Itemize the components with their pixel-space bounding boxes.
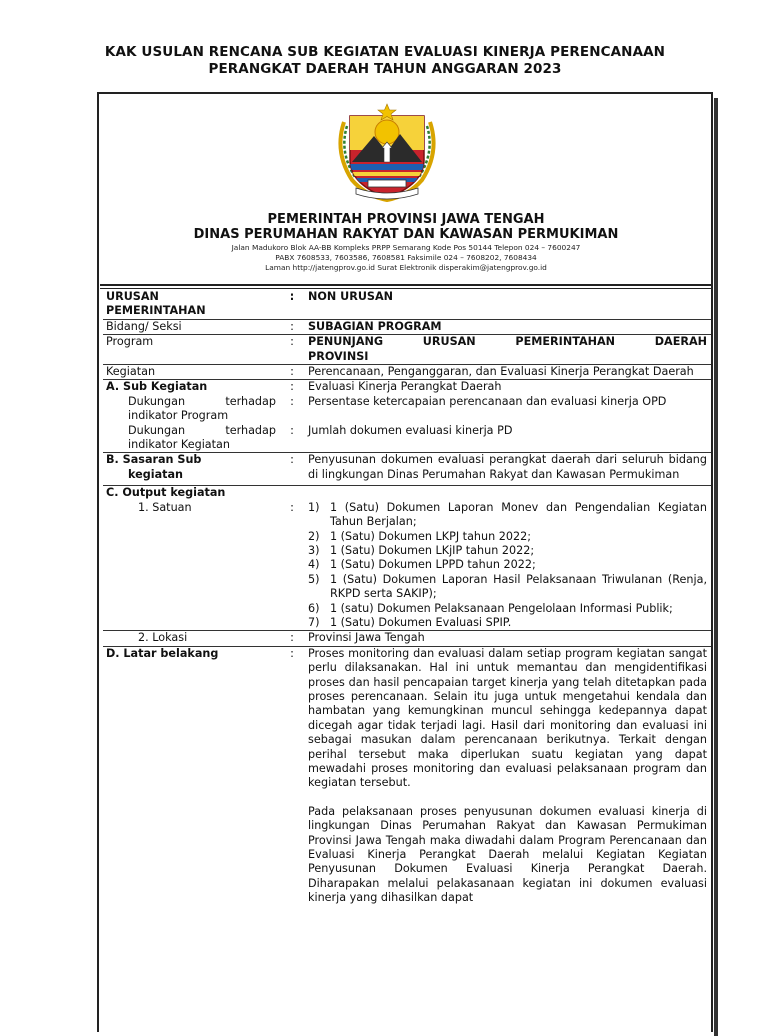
row-program	[103, 335, 711, 365]
dukungan-kegiatan-label-b: terhadap	[225, 423, 276, 437]
letterhead-divider	[100, 284, 712, 289]
program-label: Program	[103, 335, 280, 365]
output-item-number: 6)	[308, 601, 320, 615]
colon: :	[280, 335, 305, 365]
address-line-1: Jalan Madukoro Blok AA-BB Kompleks PRPP Semarang Kode Pos 50144 Telepon 024 – 7600247	[231, 243, 581, 252]
row-urusan	[103, 290, 711, 319]
colon: :	[290, 394, 294, 408]
dukungan-kegiatan-label-c: indikator Kegiatan	[128, 438, 230, 452]
output-item	[308, 544, 707, 558]
row-dukungan-kegiatan	[103, 424, 711, 453]
dukungan-program-label-b: terhadap	[225, 394, 276, 408]
lokasi-value: Provinsi Jawa Tengah	[305, 631, 711, 646]
output-item-text: 1 (Satu) Dokumen Evaluasi SPIP.	[330, 615, 512, 629]
dukungan-program-value: Persentase ketercapaian perencanaan dan evaluasi kinerja OPD	[308, 394, 667, 408]
kegiatan-label: Kegiatan	[103, 365, 280, 380]
bidang-label: Bidang/ Seksi	[103, 319, 280, 334]
output-item-text: 1 (Satu) Dokumen Laporan Monev dan Pengendalian Kegiatan Tahun Berjalan;	[330, 500, 707, 529]
colon: :	[290, 423, 294, 437]
urusan-label: URUSAN	[106, 290, 159, 303]
document-title	[60, 44, 710, 78]
colon: :	[280, 453, 305, 486]
output-item	[308, 501, 707, 530]
colon: :	[290, 500, 294, 514]
colon: :	[280, 380, 305, 395]
row-output	[103, 486, 711, 501]
colon: :	[280, 646, 305, 919]
title-line-1: KAK USULAN RENCANA SUB KEGIATAN EVALUASI KINERJA PERENCANAAN	[104, 44, 666, 60]
output-item-text: 1 (Satu) Dokumen Laporan Hasil Pelaksanaan Triwulanan (Renja, RKPD serta SAKIP);	[330, 572, 707, 601]
government-name: PEMERINTAH PROVINSI JAWA TENGAH	[267, 212, 545, 227]
output-item-number: 1)	[308, 500, 320, 514]
output-item	[308, 558, 707, 572]
latar-belakang-paragraph-1: Proses monitoring dan evaluasi dalam setiap program kegiatan sangat perlu dilaksanakan. Hal ini untuk memantau dan mengidentifikasi proses dan hasil pencapaian target kinerja yang telah ditetapkan pada proses perencanaan. Selain itu juga untuk mengetahui kendala dan hambatan yang kemungkinan muncul sehingga kedepannya dapat dicegah agar tidak terjadi lagi. Hasil dari monitoring dan evaluasi ini sebagai masukan dalam perencanaan berikutnya. Terkait dengan perihal tersebut maka diperlukan suatu kegiatan yang dapat mewadahi proses monitoring dan evaluasi pelaksanaan program dan kegiatan tersebut.	[308, 646, 707, 790]
program-value: PENUNJANG URUSAN PEMERINTAHAN DAERAH PROVINSI	[305, 335, 711, 365]
output-item-number: 5)	[308, 572, 320, 586]
sasaran-label: B. Sasaran Sub	[106, 453, 202, 467]
row-bidang	[103, 319, 711, 334]
colon: :	[289, 290, 295, 303]
output-item-text: 1 (Satu) Dokumen LKPJ tahun 2022;	[330, 529, 531, 543]
latar-belakang-label: D. Latar belakang	[103, 646, 280, 919]
output-label: C. Output kegiatan	[103, 486, 280, 501]
output-item	[308, 573, 707, 602]
dukungan-program-label-c: indikator Program	[128, 409, 229, 423]
dukungan-kegiatan-label-a: Dukungan	[128, 423, 186, 437]
letterhead	[100, 212, 712, 273]
latar-belakang-paragraph-2: Pada pelaksanaan proses penyusunan dokumen evaluasi kinerja di lingkungan Dinas Perumahan Rakyat dan Kawasan Permukiman Provinsi Jawa Tengah maka diwadahi dalam Program Perencanaan dan Evaluasi Kinerja Perangkat Daerah melalui Kegiatan Kegiatan Penyusunan Dokumen Evaluasi Kinerja Perangkat Daerah. Diharapakan melalui pelakasanaan kegiatan ini dokumen evaluasi kinerja yang dihasilkan dapat	[308, 804, 707, 905]
kak-table	[103, 290, 711, 920]
urusan-value: NON URUSAN	[308, 290, 393, 303]
sasaran-value: Penyusunan dokumen evaluasi perangkat daerah dari seluruh bidang di lingkungan Dinas Perumahan Rakyat dan Kawasan Permukiman	[305, 453, 711, 486]
colon: :	[280, 319, 305, 334]
output-item-number: 2)	[308, 529, 320, 543]
output-list	[308, 501, 707, 631]
row-satuan	[103, 501, 711, 631]
satuan-label: 1. Satuan	[138, 500, 192, 514]
urusan-label-2: PEMERINTAHAN	[106, 304, 206, 318]
output-item-number: 4)	[308, 558, 320, 572]
colon: :	[280, 631, 305, 646]
row-dukungan-program	[103, 395, 711, 424]
output-item-text: 1 (Satu) Dokumen LKjIP tahun 2022;	[330, 543, 535, 557]
dukungan-program-label-a: Dukungan	[128, 394, 186, 408]
provincial-emblem-icon	[330, 102, 444, 204]
address-line-3: Laman http://jatengprov.go.id Surat Elektronik disperakim@jatengprov.go.id	[265, 263, 547, 272]
lokasi-label: 2. Lokasi	[138, 631, 188, 645]
output-item-number: 3)	[308, 543, 320, 557]
colon: :	[280, 365, 305, 380]
address-line-2: PABX 7608533, 7603586, 7608581 Faksimile 024 – 7608202, 7608434	[275, 253, 537, 262]
output-item-text: 1 (Satu) Dokumen LPPD tahun 2022;	[330, 558, 536, 572]
bidang-value: SUBAGIAN PROGRAM	[305, 319, 711, 334]
sub-kegiatan-value: Evaluasi Kinerja Perangkat Daerah	[305, 380, 711, 395]
output-item	[308, 530, 707, 544]
row-sub-kegiatan	[103, 380, 711, 395]
title-line-2: PERANGKAT DAERAH TAHUN ANGGARAN 2023	[208, 61, 562, 77]
sub-kegiatan-label: A. Sub Kegiatan	[103, 380, 280, 395]
kegiatan-value: Perencanaan, Penganggaran, dan Evaluasi Kinerja Perangkat Daerah	[305, 365, 711, 380]
row-kegiatan	[103, 365, 711, 380]
output-item-number: 7)	[308, 615, 320, 629]
output-item	[308, 616, 707, 630]
output-item	[308, 602, 707, 616]
row-lokasi	[103, 631, 711, 646]
row-sasaran	[103, 453, 711, 486]
sasaran-label-2: kegiatan	[128, 467, 183, 481]
agency-name: DINAS PERUMAHAN RAKYAT DAN KAWASAN PERMUKIMAN	[193, 227, 619, 242]
dukungan-kegiatan-value: Jumlah dokumen evaluasi kinerja PD	[308, 423, 513, 437]
row-latar-belakang	[103, 646, 711, 919]
output-item-text: 1 (satu) Dokumen Pelaksanaan Pengelolaan Informasi Publik;	[330, 601, 673, 615]
